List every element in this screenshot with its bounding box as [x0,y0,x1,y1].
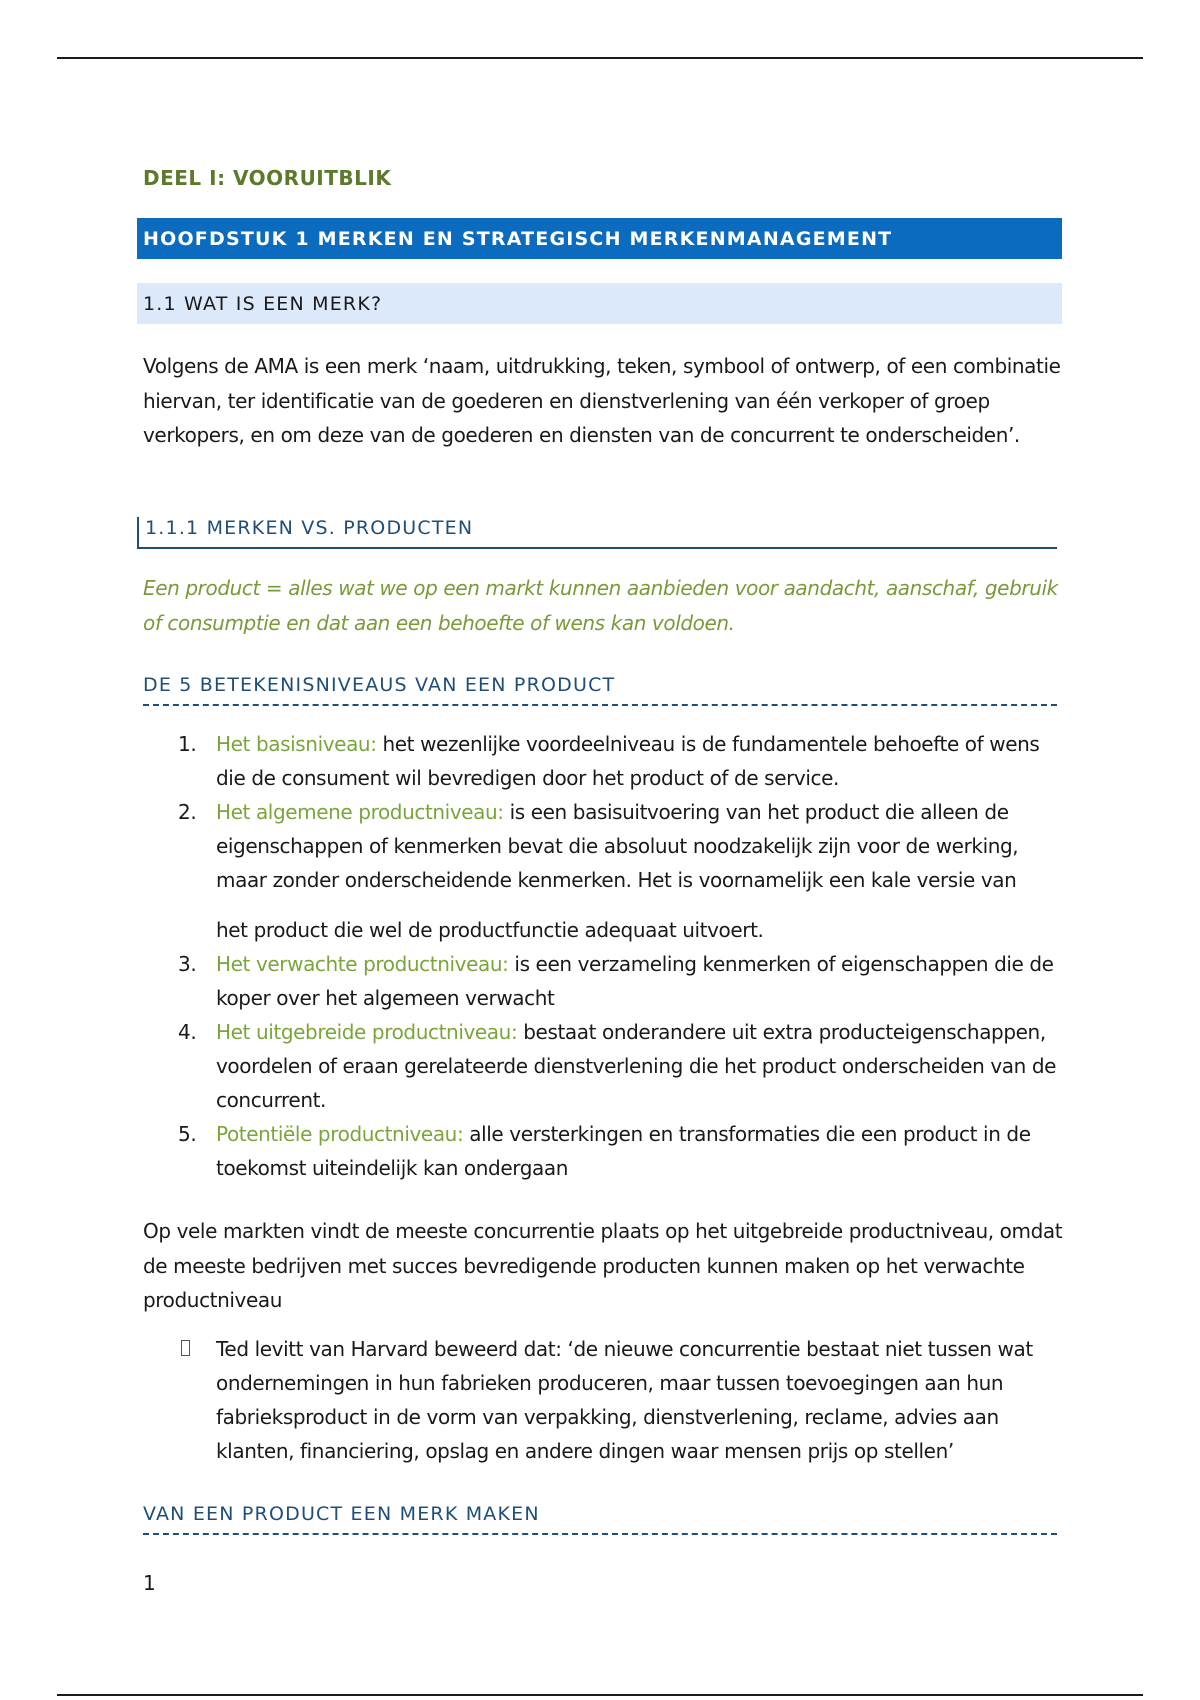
section-title: 1.1 WAT IS EEN MERK? [143,292,383,315]
subsection-heading [137,517,1057,549]
section-heading [137,283,1062,324]
levels-list [178,727,1066,1185]
list-item [178,727,1066,795]
list-item [178,1117,1066,1185]
level-term: Potentiële productniveau: [216,1122,464,1146]
list-item [178,947,1066,1015]
level-text: het wezenlijke voordeelniveau is de fundamentele behoefte of wens die de consument wil bevredigen door het product of de service. [216,732,1040,790]
list-item [178,795,1066,897]
intro-paragraph: Volgens de AMA is een merk ‘naam, uitdrukking, teken, symbool of ontwerp, of een combinatie hiervan, ter identificatie van de goederen en dienstverlening van één verkoper of groep verkopers, en om deze van de goederen en diensten van de concurrent te onderscheiden’. [143,354,1061,447]
level-text: is een verzameling kenmerken of eigenschappen die de koper over het algemeen verwacht [216,952,1054,1010]
next-heading [143,1503,1057,1535]
level-text: alle versterkingen en transformaties die een product in de toekomst uiteindelijk kan ondergaan [216,1122,1031,1180]
subsection-title: 1.1.1 MERKEN VS. PRODUCTEN [145,517,474,539]
page-number: 1 [143,1571,156,1595]
quote-list [216,1332,1066,1468]
chapter-heading [137,218,1062,259]
bullet-placeholder-icon [181,1340,190,1356]
list-item [178,1015,1066,1117]
part-title: DEEL I: VOORUITBLIK [143,166,392,190]
list-number: 5. [178,1122,197,1146]
level-term: Het algemene productniveau: [216,800,504,824]
list-number: 2. [178,800,197,824]
list-number: 1. [178,732,197,756]
levels-heading [143,674,1057,706]
product-definition: Een product = alles wat we op een markt kunnen aanbieden voor aandacht, aanschaf, gebruik of consumptie en dat aan een behoefte of wens kan voldoen. [143,576,1058,635]
quote-text: Ted levitt van Harvard beweerd dat: ‘de nieuwe concurrentie bestaat niet tussen wat ondernemingen in hun fabrieken produceren, maar tussen toevoegingen aan hun fabrieksproduct in de vorm van verpakking, dienstverlening, reclame, advies aan klanten, financiering, opslag en andere dingen waar mensen prijs op stellen’ [216,1337,1033,1463]
competition-paragraph: Op vele markten vindt de meeste concurrentie plaats op het uitgebreide productniveau, omdat de meeste bedrijven met succes bevredigende producten kunnen maken op het verwachte productniveau [143,1219,1063,1312]
level-term: Het uitgebreide productniveau: [216,1020,518,1044]
next-heading-text: VAN EEN PRODUCT EEN MERK MAKEN [143,1503,540,1525]
level-term: Het basisniveau: [216,732,377,756]
list-number: 3. [178,952,197,976]
list-number: 4. [178,1020,197,1044]
top-rule [57,57,1143,59]
level-text-continuation: het product die wel de productfunctie adequaat uitvoert. [216,918,764,942]
list-item-continuation [216,913,1066,947]
level-term: Het verwachte productniveau: [216,952,509,976]
chapter-title: HOOFDSTUK 1 MERKEN EN STRATEGISCH MERKENMANAGEMENT [143,227,893,250]
bottom-rule [57,1694,1143,1696]
level-text: bestaat onderandere uit extra producteigenschappen, voordelen of eraan gerelateerde dienstverlening die het product onderscheiden van de concurrent. [216,1020,1057,1112]
levels-heading-text: DE 5 BETEKENISNIVEAUS VAN EEN PRODUCT [143,674,616,696]
level-text: is een basisuitvoering van het product die alleen de eigenschappen of kenmerken bevat die absoluut noodzakelijk zijn voor de werking, maar zonder onderscheidende kenmerken. Het is voornamelijk een kale versie van [216,800,1019,892]
quote-item [216,1332,1066,1468]
